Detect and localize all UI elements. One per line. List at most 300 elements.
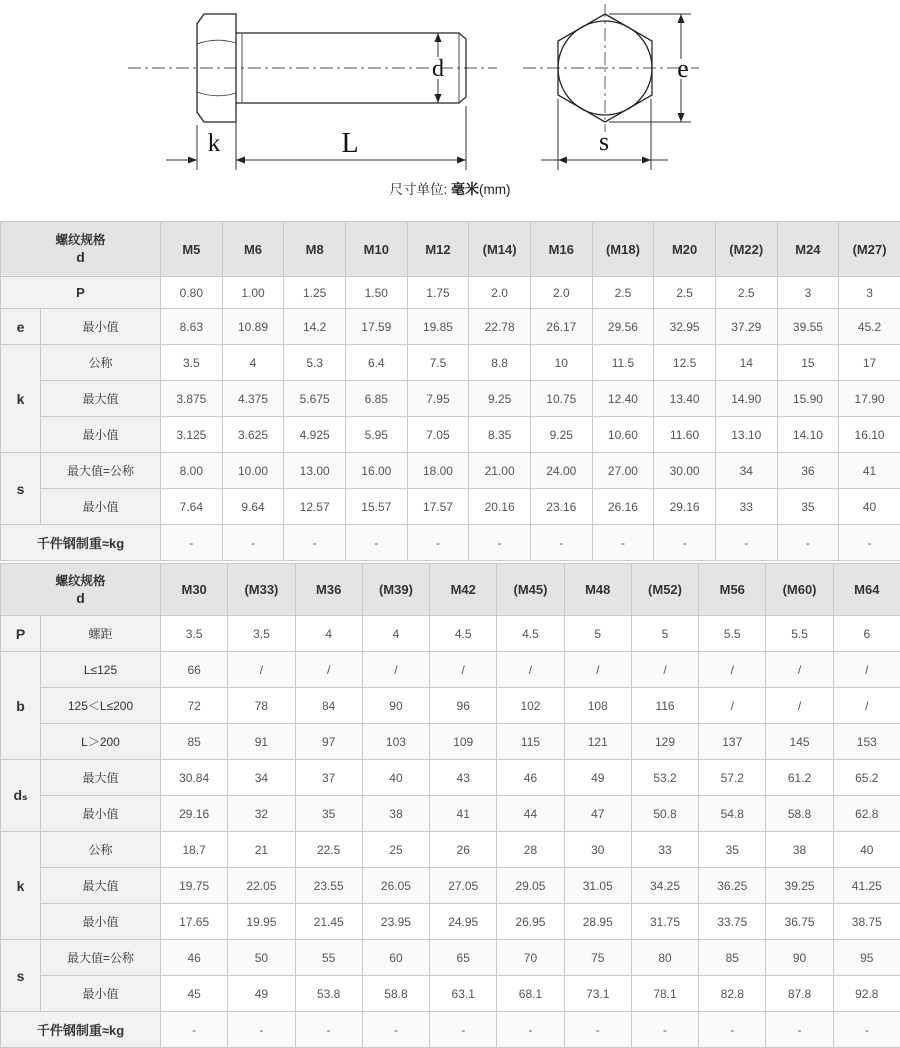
value-cell: 14.10 xyxy=(777,417,839,453)
value-cell: 85 xyxy=(699,940,766,976)
value-cell: 26.05 xyxy=(362,868,429,904)
value-cell: / xyxy=(430,652,497,688)
value-cell: 5.5 xyxy=(699,616,766,652)
value-cell: 2.5 xyxy=(715,277,777,309)
header-row xyxy=(1,564,900,616)
value-cell: 2.5 xyxy=(654,277,716,309)
value-cell: / xyxy=(766,688,833,724)
value-cell: 41 xyxy=(839,453,900,489)
value-cell: 10 xyxy=(530,345,592,381)
value-cell: 45.2 xyxy=(839,309,900,345)
value-cell: 37.29 xyxy=(715,309,777,345)
value-cell: 41.25 xyxy=(833,868,900,904)
k-dim-label: k xyxy=(207,130,221,157)
value-cell: - xyxy=(631,1012,698,1048)
value-cell: 4.375 xyxy=(222,381,284,417)
value-cell: 40 xyxy=(839,489,900,525)
row-sublabel: 最大值=公称 xyxy=(41,940,161,976)
value-cell: 9.64 xyxy=(222,489,284,525)
value-cell: 4 xyxy=(362,616,429,652)
column-header: (M45) xyxy=(497,564,564,616)
table-row xyxy=(1,453,900,489)
value-cell: - xyxy=(699,1012,766,1048)
value-cell: 55 xyxy=(295,940,362,976)
value-cell: 46 xyxy=(161,940,228,976)
value-cell: 60 xyxy=(362,940,429,976)
value-cell: 3.875 xyxy=(161,381,223,417)
table-row xyxy=(1,796,900,832)
value-cell: 7.05 xyxy=(407,417,469,453)
value-cell: - xyxy=(839,525,900,561)
row-sublabel: 最小值 xyxy=(41,796,161,832)
spec-table-m30-m64 xyxy=(0,563,900,1048)
value-cell: 80 xyxy=(631,940,698,976)
value-cell: 65 xyxy=(430,940,497,976)
value-cell: 5.675 xyxy=(284,381,346,417)
value-cell: 31.05 xyxy=(564,868,631,904)
value-cell: 8.00 xyxy=(161,453,223,489)
value-cell: 82.8 xyxy=(699,976,766,1012)
table-row xyxy=(1,688,900,724)
column-header: M12 xyxy=(407,222,469,277)
value-cell: 2.0 xyxy=(530,277,592,309)
column-header: M8 xyxy=(284,222,346,277)
value-cell: 73.1 xyxy=(564,976,631,1012)
row-group-symbol: k xyxy=(1,832,41,940)
value-cell: 102 xyxy=(497,688,564,724)
value-cell: 96 xyxy=(430,688,497,724)
row-sublabel: 螺距 xyxy=(41,616,161,652)
value-cell: 108 xyxy=(564,688,631,724)
column-header: M64 xyxy=(833,564,900,616)
value-cell: 17.59 xyxy=(345,309,407,345)
table-row xyxy=(1,868,900,904)
value-cell: 115 xyxy=(497,724,564,760)
value-cell: 1.00 xyxy=(222,277,284,309)
row-sublabel: 公称 xyxy=(41,345,161,381)
value-cell: 2.5 xyxy=(592,277,654,309)
value-cell: 15.90 xyxy=(777,381,839,417)
value-cell: - xyxy=(766,1012,833,1048)
value-cell: - xyxy=(777,525,839,561)
value-cell: 53.2 xyxy=(631,760,698,796)
value-cell: 24.00 xyxy=(530,453,592,489)
value-cell: 7.95 xyxy=(407,381,469,417)
row-group-symbol: dₛ xyxy=(1,760,41,832)
value-cell: 8.35 xyxy=(469,417,531,453)
value-cell: - xyxy=(715,525,777,561)
value-cell: 11.5 xyxy=(592,345,654,381)
value-cell: 9.25 xyxy=(469,381,531,417)
row-group-symbol: b xyxy=(1,652,41,760)
table-row xyxy=(1,1012,900,1048)
value-cell: 61.2 xyxy=(766,760,833,796)
value-cell: 3.5 xyxy=(228,616,295,652)
value-cell: 10.75 xyxy=(530,381,592,417)
column-header: M10 xyxy=(345,222,407,277)
value-cell: 44 xyxy=(497,796,564,832)
table-row xyxy=(1,489,900,525)
column-header: M24 xyxy=(777,222,839,277)
table-row xyxy=(1,417,900,453)
unit-caption xyxy=(0,178,900,199)
value-cell: 32 xyxy=(228,796,295,832)
column-header: M48 xyxy=(564,564,631,616)
value-cell: 8.8 xyxy=(469,345,531,381)
value-cell: 45 xyxy=(161,976,228,1012)
value-cell: 7.5 xyxy=(407,345,469,381)
value-cell: 47 xyxy=(564,796,631,832)
value-cell: 18.00 xyxy=(407,453,469,489)
table-row xyxy=(1,652,900,688)
value-cell: 6 xyxy=(833,616,900,652)
value-cell: 5.3 xyxy=(284,345,346,381)
column-header: M5 xyxy=(161,222,223,277)
value-cell: - xyxy=(407,525,469,561)
value-cell: 153 xyxy=(833,724,900,760)
d-dim-label: d xyxy=(432,56,444,82)
value-cell: 39.25 xyxy=(766,868,833,904)
table-row xyxy=(1,904,900,940)
value-cell: 36.25 xyxy=(699,868,766,904)
value-cell: 8.63 xyxy=(161,309,223,345)
value-cell: 29.56 xyxy=(592,309,654,345)
row-label: P xyxy=(1,277,161,309)
value-cell: 5 xyxy=(631,616,698,652)
value-cell: - xyxy=(284,525,346,561)
value-cell: 26.17 xyxy=(530,309,592,345)
value-cell: 4.5 xyxy=(430,616,497,652)
unit-caption-prefix: 尺寸单位: xyxy=(389,182,452,197)
value-cell: 20.16 xyxy=(469,489,531,525)
value-cell: 36 xyxy=(777,453,839,489)
column-header: (M39) xyxy=(362,564,429,616)
value-cell: 32.95 xyxy=(654,309,716,345)
value-cell: 3.5 xyxy=(161,345,223,381)
value-cell: 49 xyxy=(228,976,295,1012)
row-group-symbol: e xyxy=(1,309,41,345)
value-cell: / xyxy=(766,652,833,688)
value-cell: 87.8 xyxy=(766,976,833,1012)
row-group-symbol: s xyxy=(1,453,41,525)
value-cell: 19.85 xyxy=(407,309,469,345)
value-cell: 72 xyxy=(161,688,228,724)
row-label: 千件钢制重≈kg xyxy=(1,525,161,561)
bolt-side-view xyxy=(128,14,497,170)
value-cell: 1.50 xyxy=(345,277,407,309)
value-cell: 38 xyxy=(766,832,833,868)
value-cell: 46 xyxy=(497,760,564,796)
value-cell: / xyxy=(564,652,631,688)
column-header: M42 xyxy=(430,564,497,616)
table-row xyxy=(1,381,900,417)
value-cell: 91 xyxy=(228,724,295,760)
value-cell: 3.625 xyxy=(222,417,284,453)
value-cell: 145 xyxy=(766,724,833,760)
value-cell: 22.5 xyxy=(295,832,362,868)
table-row xyxy=(1,724,900,760)
value-cell: 26.16 xyxy=(592,489,654,525)
value-cell: / xyxy=(833,688,900,724)
value-cell: - xyxy=(161,1012,228,1048)
value-cell: 3 xyxy=(839,277,900,309)
value-cell: 58.8 xyxy=(766,796,833,832)
value-cell: / xyxy=(228,652,295,688)
value-cell: - xyxy=(469,525,531,561)
value-cell: 65.2 xyxy=(833,760,900,796)
table-row xyxy=(1,309,900,345)
value-cell: 13.40 xyxy=(654,381,716,417)
value-cell: 4 xyxy=(295,616,362,652)
value-cell: 70 xyxy=(497,940,564,976)
row-group-symbol: P xyxy=(1,616,41,652)
value-cell: 21.00 xyxy=(469,453,531,489)
value-cell: / xyxy=(699,652,766,688)
value-cell: 39.55 xyxy=(777,309,839,345)
value-cell: 33.75 xyxy=(699,904,766,940)
value-cell: - xyxy=(833,1012,900,1048)
value-cell: 15.57 xyxy=(345,489,407,525)
value-cell: 18.7 xyxy=(161,832,228,868)
row-label: 千件钢制重≈kg xyxy=(1,1012,161,1048)
value-cell: 1.75 xyxy=(407,277,469,309)
row-sublabel: 最大值 xyxy=(41,868,161,904)
value-cell: 11.60 xyxy=(654,417,716,453)
table-row xyxy=(1,345,900,381)
value-cell: 23.95 xyxy=(362,904,429,940)
value-cell: 23.55 xyxy=(295,868,362,904)
value-cell: 30.84 xyxy=(161,760,228,796)
value-cell: 10.89 xyxy=(222,309,284,345)
value-cell: 14 xyxy=(715,345,777,381)
row-group-symbol: k xyxy=(1,345,41,453)
thread-spec-symbol: d xyxy=(76,249,85,266)
value-cell: 6.85 xyxy=(345,381,407,417)
value-cell: 58.8 xyxy=(362,976,429,1012)
value-cell: 38.75 xyxy=(833,904,900,940)
value-cell: 12.5 xyxy=(654,345,716,381)
column-header: (M33) xyxy=(228,564,295,616)
value-cell: 13.10 xyxy=(715,417,777,453)
value-cell: 5 xyxy=(564,616,631,652)
value-cell: 14.2 xyxy=(284,309,346,345)
value-cell: 21 xyxy=(228,832,295,868)
unit-caption-unit: 毫米 xyxy=(451,181,480,197)
value-cell: 4.925 xyxy=(284,417,346,453)
value-cell: 10.00 xyxy=(222,453,284,489)
row-sublabel: 最小值 xyxy=(41,417,161,453)
row-sublabel: L≤125 xyxy=(41,652,161,688)
value-cell: 90 xyxy=(362,688,429,724)
table-row xyxy=(1,525,900,561)
s-dim-label: s xyxy=(598,127,610,156)
table-row xyxy=(1,277,900,309)
header-row xyxy=(1,222,900,277)
value-cell: 66 xyxy=(161,652,228,688)
value-cell: 17.90 xyxy=(839,381,900,417)
column-header: M20 xyxy=(654,222,716,277)
value-cell: 30.00 xyxy=(654,453,716,489)
value-cell: 63.1 xyxy=(430,976,497,1012)
value-cell: 26.95 xyxy=(497,904,564,940)
value-cell: 3 xyxy=(777,277,839,309)
value-cell: 103 xyxy=(362,724,429,760)
value-cell: 5.95 xyxy=(345,417,407,453)
value-cell: - xyxy=(530,525,592,561)
value-cell: 12.40 xyxy=(592,381,654,417)
row-sublabel: 最小值 xyxy=(41,904,161,940)
value-cell: 57.2 xyxy=(699,760,766,796)
value-cell: 17.57 xyxy=(407,489,469,525)
value-cell: / xyxy=(362,652,429,688)
value-cell: 12.57 xyxy=(284,489,346,525)
value-cell: 97 xyxy=(295,724,362,760)
value-cell: 35 xyxy=(699,832,766,868)
value-cell: 78 xyxy=(228,688,295,724)
value-cell: 129 xyxy=(631,724,698,760)
value-cell: 28.95 xyxy=(564,904,631,940)
value-cell: 27.00 xyxy=(592,453,654,489)
spec-table-m5-m27 xyxy=(0,221,900,561)
value-cell: 35 xyxy=(777,489,839,525)
value-cell: 13.00 xyxy=(284,453,346,489)
row-sublabel: 最大值 xyxy=(41,381,161,417)
row-sublabel: 最大值 xyxy=(41,760,161,796)
column-header: M30 xyxy=(161,564,228,616)
value-cell: 3.125 xyxy=(161,417,223,453)
value-cell: 6.4 xyxy=(345,345,407,381)
bolt-end-view xyxy=(523,4,699,170)
thread-spec-label: 螺纹规格 xyxy=(55,573,106,588)
column-header: M6 xyxy=(222,222,284,277)
value-cell: 43 xyxy=(430,760,497,796)
value-cell: 34.25 xyxy=(631,868,698,904)
value-cell: - xyxy=(228,1012,295,1048)
value-cell: 30 xyxy=(564,832,631,868)
value-cell: 116 xyxy=(631,688,698,724)
value-cell: 49 xyxy=(564,760,631,796)
column-header: (M14) xyxy=(469,222,531,277)
L-dim-label: L xyxy=(341,128,359,159)
column-header: (M52) xyxy=(631,564,698,616)
value-cell: 19.95 xyxy=(228,904,295,940)
value-cell: 50 xyxy=(228,940,295,976)
thread-spec-header-cell xyxy=(1,222,161,277)
column-header: (M18) xyxy=(592,222,654,277)
value-cell: 9.25 xyxy=(530,417,592,453)
value-cell: 90 xyxy=(766,940,833,976)
column-header: (M22) xyxy=(715,222,777,277)
value-cell: / xyxy=(833,652,900,688)
value-cell: 137 xyxy=(699,724,766,760)
value-cell: 14.90 xyxy=(715,381,777,417)
table-row xyxy=(1,832,900,868)
value-cell: 16.00 xyxy=(345,453,407,489)
value-cell: 21.45 xyxy=(295,904,362,940)
value-cell: 19.75 xyxy=(161,868,228,904)
value-cell: 10.60 xyxy=(592,417,654,453)
value-cell: / xyxy=(295,652,362,688)
value-cell: - xyxy=(362,1012,429,1048)
e-dim-label: e xyxy=(677,54,689,83)
column-header: (M27) xyxy=(839,222,900,277)
value-cell: 3.5 xyxy=(161,616,228,652)
value-cell: - xyxy=(295,1012,362,1048)
value-cell: 92.8 xyxy=(833,976,900,1012)
value-cell: - xyxy=(222,525,284,561)
thread-spec-label: 螺纹规格 xyxy=(55,233,106,248)
value-cell: 4.5 xyxy=(497,616,564,652)
thread-spec-header-cell xyxy=(1,564,161,616)
value-cell: 22.05 xyxy=(228,868,295,904)
value-cell: - xyxy=(654,525,716,561)
value-cell: 2.0 xyxy=(469,277,531,309)
bolt-diagram-svg xyxy=(0,0,900,178)
value-cell: - xyxy=(564,1012,631,1048)
value-cell: 34 xyxy=(228,760,295,796)
value-cell: 53.8 xyxy=(295,976,362,1012)
table-row xyxy=(1,616,900,652)
value-cell: 75 xyxy=(564,940,631,976)
value-cell: 41 xyxy=(430,796,497,832)
value-cell: 85 xyxy=(161,724,228,760)
value-cell: 38 xyxy=(362,796,429,832)
value-cell: 5.5 xyxy=(766,616,833,652)
value-cell: - xyxy=(592,525,654,561)
row-sublabel: L＞200 xyxy=(41,724,161,760)
value-cell: 62.8 xyxy=(833,796,900,832)
column-header: M36 xyxy=(295,564,362,616)
value-cell: 29.16 xyxy=(161,796,228,832)
value-cell: 36.75 xyxy=(766,904,833,940)
value-cell: 40 xyxy=(362,760,429,796)
value-cell: 35 xyxy=(295,796,362,832)
value-cell: 16.10 xyxy=(839,417,900,453)
row-sublabel: 公称 xyxy=(41,832,161,868)
value-cell: 33 xyxy=(715,489,777,525)
value-cell: 28 xyxy=(497,832,564,868)
column-header: (M60) xyxy=(766,564,833,616)
row-sublabel: 最小值 xyxy=(41,489,161,525)
unit-caption-suffix: (mm) xyxy=(479,182,511,197)
row-sublabel: 125＜L≤200 xyxy=(41,688,161,724)
value-cell: 78.1 xyxy=(631,976,698,1012)
value-cell: / xyxy=(497,652,564,688)
table-row xyxy=(1,760,900,796)
value-cell: 4 xyxy=(222,345,284,381)
value-cell: - xyxy=(345,525,407,561)
value-cell: - xyxy=(430,1012,497,1048)
value-cell: 25 xyxy=(362,832,429,868)
value-cell: 17.65 xyxy=(161,904,228,940)
value-cell: 109 xyxy=(430,724,497,760)
value-cell: 121 xyxy=(564,724,631,760)
value-cell: 26 xyxy=(430,832,497,868)
value-cell: 0.80 xyxy=(161,277,223,309)
value-cell: 27.05 xyxy=(430,868,497,904)
value-cell: 31.75 xyxy=(631,904,698,940)
column-header: M16 xyxy=(530,222,592,277)
value-cell: - xyxy=(161,525,223,561)
row-sublabel: 最小值 xyxy=(41,309,161,345)
value-cell: 29.16 xyxy=(654,489,716,525)
value-cell: / xyxy=(699,688,766,724)
row-group-symbol: s xyxy=(1,940,41,1012)
value-cell: 22.78 xyxy=(469,309,531,345)
value-cell: 95 xyxy=(833,940,900,976)
value-cell: 37 xyxy=(295,760,362,796)
row-sublabel: 最小值 xyxy=(41,976,161,1012)
